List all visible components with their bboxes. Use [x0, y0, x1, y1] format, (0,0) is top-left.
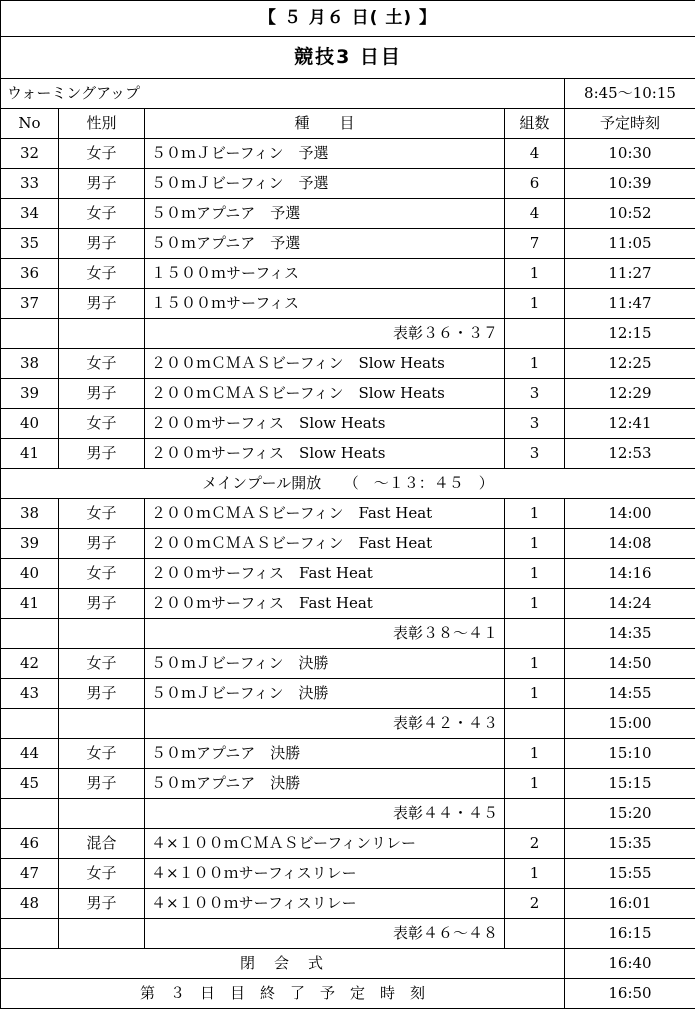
event-row [1, 889, 695, 919]
event-time: 14:08 [565, 529, 695, 559]
event-name: ５０ｍアプニア 予選 [145, 199, 505, 229]
event-row [1, 169, 695, 199]
event-time: 11:27 [565, 259, 695, 289]
schedule-body [1, 1, 695, 1009]
event-no: 35 [1, 229, 59, 259]
date-row [1, 1, 695, 37]
event-row [1, 349, 695, 379]
event-name: ５０ｍアプニア 決勝 [145, 769, 505, 799]
end-time: 16:50 [565, 979, 695, 1009]
event-time: 10:30 [565, 139, 695, 169]
event-row [1, 859, 695, 889]
event-no: 39 [1, 379, 59, 409]
event-no: 45 [1, 769, 59, 799]
event-name: ２００ｍサーフィス Fast Heat [145, 589, 505, 619]
event-groups: 1 [505, 499, 565, 529]
event-time: 12:53 [565, 439, 695, 469]
event-name: ２００ｍサーフィス Slow Heats [145, 439, 505, 469]
event-groups: 1 [505, 649, 565, 679]
event-no: 48 [1, 889, 59, 919]
event-groups: 2 [505, 889, 565, 919]
event-no: 39 [1, 529, 59, 559]
event-name: ５０ｍＪビーフィン 決勝 [145, 679, 505, 709]
event-groups: 2 [505, 829, 565, 859]
event-name: ２００ｍサーフィス Fast Heat [145, 559, 505, 589]
event-no: 37 [1, 289, 59, 319]
event-groups: 1 [505, 559, 565, 589]
award-row [1, 709, 695, 739]
award-time: 15:20 [565, 799, 695, 829]
event-name: ２００ｍＣＭＡＳビーフィン Fast Heat [145, 529, 505, 559]
event-no: 44 [1, 739, 59, 769]
event-groups: 1 [505, 529, 565, 559]
closing-row [1, 949, 695, 979]
event-gender: 男子 [59, 769, 145, 799]
event-gender: 男子 [59, 379, 145, 409]
event-row [1, 199, 695, 229]
event-row [1, 649, 695, 679]
event-gender: 女子 [59, 499, 145, 529]
award-time: 16:15 [565, 919, 695, 949]
event-no: 33 [1, 169, 59, 199]
event-row [1, 379, 695, 409]
event-name: ５０ｍアプニア 決勝 [145, 739, 505, 769]
event-gender: 男子 [59, 289, 145, 319]
warmup-label: ウォーミングアップ [1, 79, 565, 109]
event-no: 41 [1, 439, 59, 469]
event-gender: 男子 [59, 589, 145, 619]
award-empty-groups [505, 619, 565, 649]
event-name: ５０ｍＪビーフィン 予選 [145, 169, 505, 199]
event-time: 15:10 [565, 739, 695, 769]
event-groups: 1 [505, 259, 565, 289]
award-empty-groups [505, 919, 565, 949]
event-row [1, 559, 695, 589]
event-gender: 男子 [59, 529, 145, 559]
event-name: ２００ｍサーフィス Slow Heats [145, 409, 505, 439]
col-header-event: 種 目 [145, 109, 505, 139]
award-empty-gender [59, 709, 145, 739]
event-name: ４×１００ｍサーフィスリレー [145, 859, 505, 889]
event-groups: 4 [505, 139, 565, 169]
event-time: 14:55 [565, 679, 695, 709]
event-no: 38 [1, 349, 59, 379]
event-row [1, 739, 695, 769]
event-time: 10:52 [565, 199, 695, 229]
event-no: 40 [1, 409, 59, 439]
award-empty-no [1, 709, 59, 739]
event-groups: 1 [505, 589, 565, 619]
award-time: 12:15 [565, 319, 695, 349]
event-row [1, 439, 695, 469]
event-gender: 女子 [59, 409, 145, 439]
warmup-row [1, 79, 695, 109]
award-row [1, 619, 695, 649]
event-no: 38 [1, 499, 59, 529]
event-gender: 女子 [59, 739, 145, 769]
event-row [1, 259, 695, 289]
award-empty-gender [59, 319, 145, 349]
event-groups: 6 [505, 169, 565, 199]
event-gender: 男子 [59, 229, 145, 259]
award-empty-no [1, 619, 59, 649]
event-no: 32 [1, 139, 59, 169]
event-groups: 1 [505, 859, 565, 889]
event-time: 16:01 [565, 889, 695, 919]
end-label: 第 ３ 日 目 終 了 予 定 時 刻 [1, 979, 565, 1009]
event-groups: 1 [505, 349, 565, 379]
event-name: ２００ｍＣＭＡＳビーフィン Slow Heats [145, 349, 505, 379]
closing-label: 閉 会 式 [1, 949, 565, 979]
award-empty-gender [59, 619, 145, 649]
event-groups: 3 [505, 409, 565, 439]
award-label: 表彰４２・４３ [145, 709, 505, 739]
event-row [1, 769, 695, 799]
event-row [1, 589, 695, 619]
event-row [1, 409, 695, 439]
event-gender: 女子 [59, 139, 145, 169]
event-name: ２００ｍＣＭＡＳビーフィン Slow Heats [145, 379, 505, 409]
award-time: 15:00 [565, 709, 695, 739]
award-label: 表彰３６・３７ [145, 319, 505, 349]
event-name: ５０ｍＪビーフィン 予選 [145, 139, 505, 169]
event-no: 40 [1, 559, 59, 589]
col-header-gender: 性別 [59, 109, 145, 139]
event-gender: 女子 [59, 199, 145, 229]
event-no: 43 [1, 679, 59, 709]
award-empty-groups [505, 319, 565, 349]
award-label: 表彰４４・４５ [145, 799, 505, 829]
event-gender: 混合 [59, 829, 145, 859]
award-row [1, 319, 695, 349]
event-row [1, 679, 695, 709]
event-groups: 3 [505, 379, 565, 409]
event-groups: 1 [505, 289, 565, 319]
event-no: 41 [1, 589, 59, 619]
event-name: ５０ｍＪビーフィン 決勝 [145, 649, 505, 679]
warmup-time: 8:45〜10:15 [565, 79, 695, 109]
award-empty-groups [505, 799, 565, 829]
event-time: 15:15 [565, 769, 695, 799]
event-groups: 1 [505, 739, 565, 769]
event-gender: 女子 [59, 649, 145, 679]
event-no: 42 [1, 649, 59, 679]
event-gender: 女子 [59, 259, 145, 289]
event-time: 15:55 [565, 859, 695, 889]
event-groups: 4 [505, 199, 565, 229]
event-gender: 女子 [59, 559, 145, 589]
event-groups: 3 [505, 439, 565, 469]
award-empty-gender [59, 919, 145, 949]
event-groups: 7 [505, 229, 565, 259]
event-gender: 男子 [59, 889, 145, 919]
event-row [1, 499, 695, 529]
award-empty-gender [59, 799, 145, 829]
event-row [1, 289, 695, 319]
event-time: 12:29 [565, 379, 695, 409]
event-row [1, 139, 695, 169]
col-header-no: No [1, 109, 59, 139]
end-row [1, 979, 695, 1009]
event-row [1, 529, 695, 559]
event-time: 11:05 [565, 229, 695, 259]
day-title: 競技3 日目 [1, 37, 695, 79]
event-no: 34 [1, 199, 59, 229]
banner-row [1, 469, 695, 499]
event-no: 46 [1, 829, 59, 859]
event-groups: 1 [505, 679, 565, 709]
event-time: 10:39 [565, 169, 695, 199]
event-time: 14:24 [565, 589, 695, 619]
event-gender: 男子 [59, 439, 145, 469]
event-gender: 女子 [59, 349, 145, 379]
col-header-time: 予定時刻 [565, 109, 695, 139]
event-groups: 1 [505, 769, 565, 799]
event-time: 14:16 [565, 559, 695, 589]
award-row [1, 919, 695, 949]
event-time: 14:00 [565, 499, 695, 529]
event-gender: 男子 [59, 169, 145, 199]
event-row [1, 229, 695, 259]
event-name: ５０ｍアプニア 予選 [145, 229, 505, 259]
event-time: 12:41 [565, 409, 695, 439]
event-time: 12:25 [565, 349, 695, 379]
banner-label: メインプール開放 （ 〜１３：４５ ） [1, 469, 695, 499]
event-row [1, 829, 695, 859]
event-name: ４×１００ｍサーフィスリレー [145, 889, 505, 919]
event-name: ２００ｍＣＭＡＳビーフィン Fast Heat [145, 499, 505, 529]
award-empty-no [1, 799, 59, 829]
column-header-row [1, 109, 695, 139]
award-label: 表彰４６〜４８ [145, 919, 505, 949]
day-row [1, 37, 695, 79]
award-row [1, 799, 695, 829]
award-empty-no [1, 319, 59, 349]
event-gender: 男子 [59, 679, 145, 709]
award-empty-groups [505, 709, 565, 739]
award-time: 14:35 [565, 619, 695, 649]
event-no: 47 [1, 859, 59, 889]
col-header-groups: 組数 [505, 109, 565, 139]
award-label: 表彰３８〜４１ [145, 619, 505, 649]
event-name: １５００ｍサーフィス [145, 259, 505, 289]
event-name: ４×１００ｍＣＭＡＳビーフィンリレー [145, 829, 505, 859]
event-time: 15:35 [565, 829, 695, 859]
event-time: 11:47 [565, 289, 695, 319]
event-time: 14:50 [565, 649, 695, 679]
award-empty-no [1, 919, 59, 949]
event-gender: 女子 [59, 859, 145, 889]
closing-time: 16:40 [565, 949, 695, 979]
date-title: 【 ５ 月６ 日( 土) 】 [1, 1, 695, 37]
event-no: 36 [1, 259, 59, 289]
event-name: １５００ｍサーフィス [145, 289, 505, 319]
